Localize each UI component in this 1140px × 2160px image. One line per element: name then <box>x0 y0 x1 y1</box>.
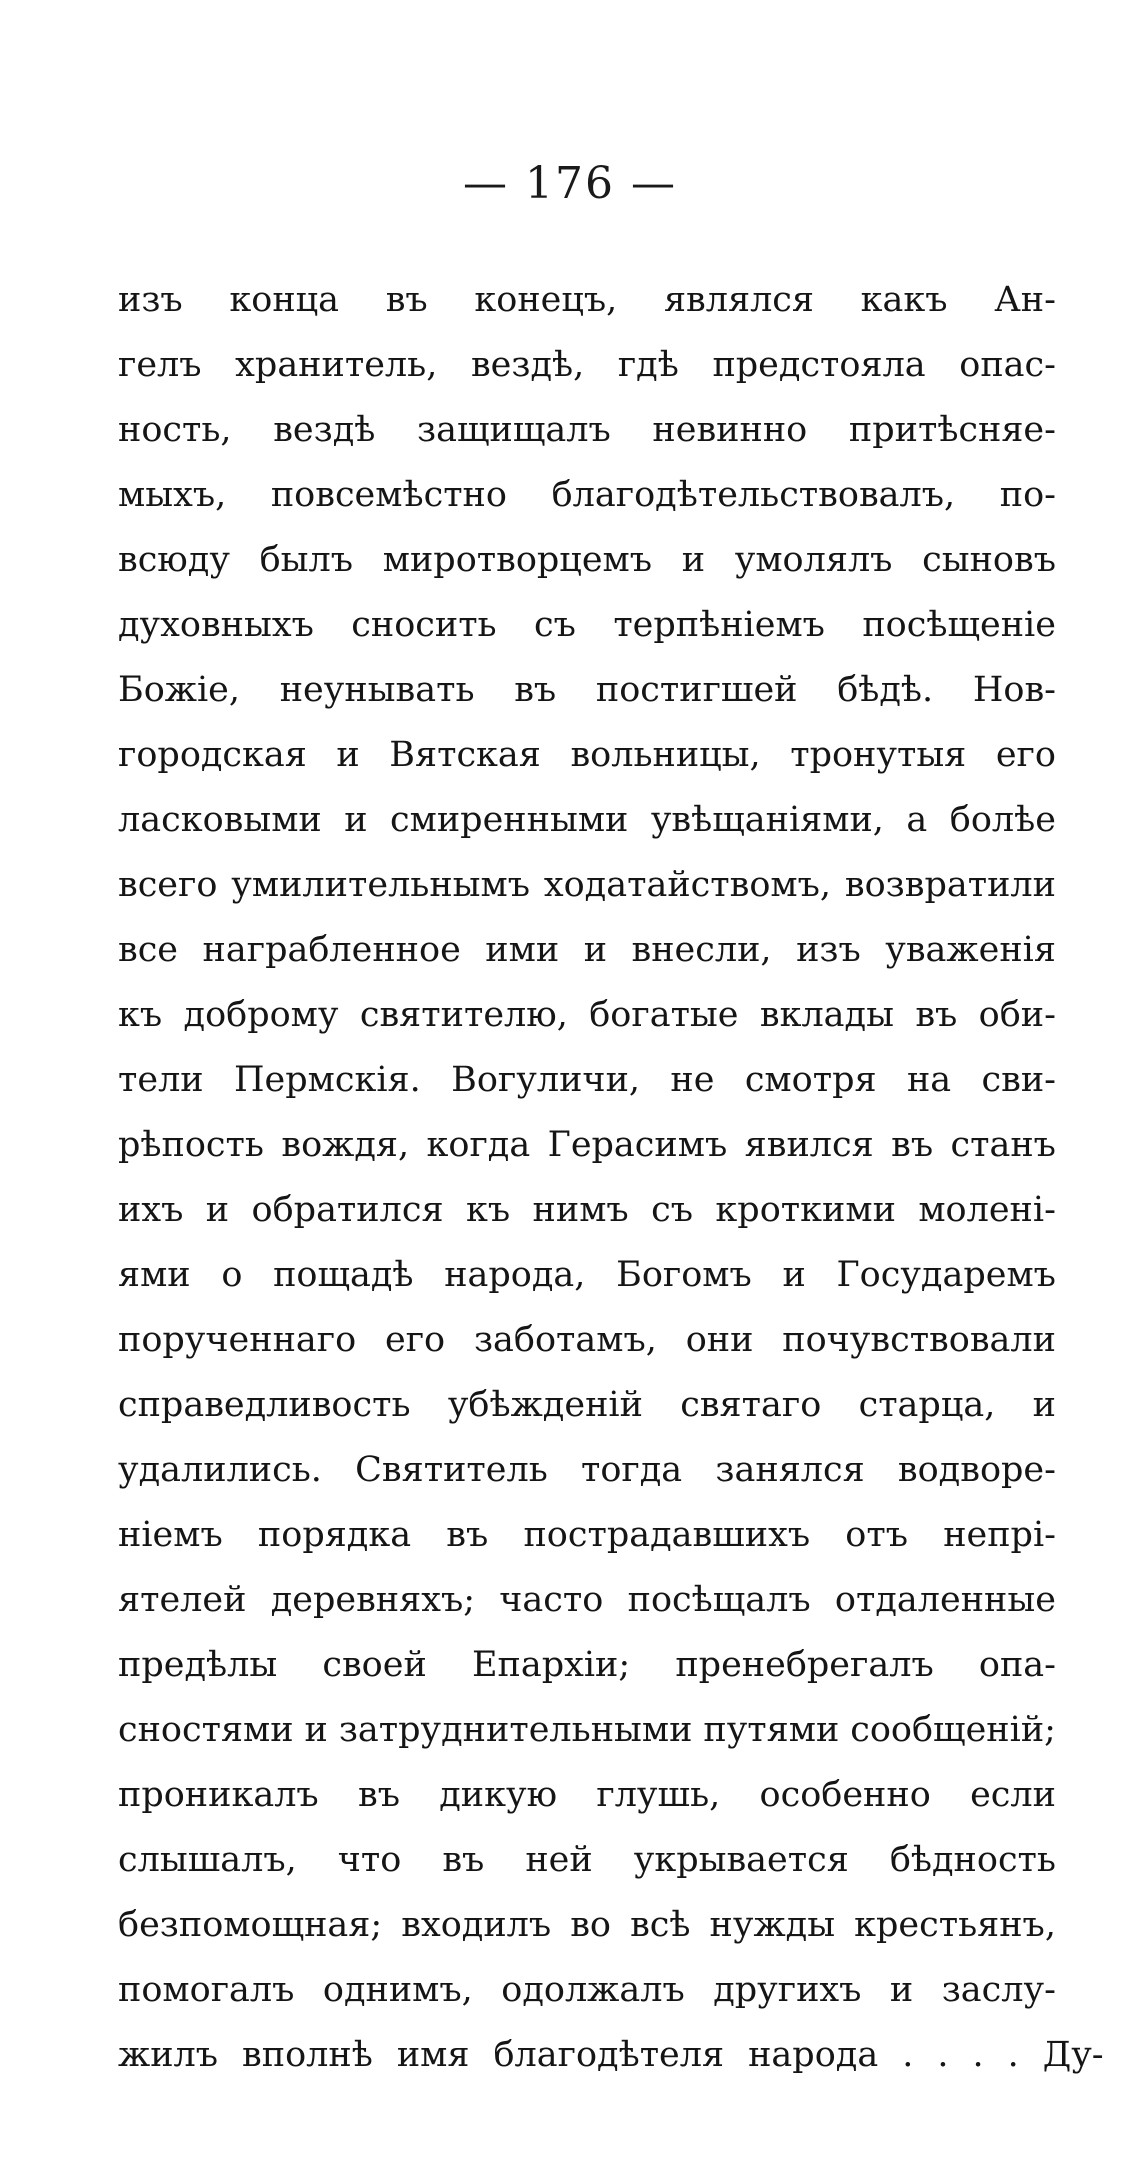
text-word: и <box>889 1970 914 2010</box>
text-word: Вятская <box>389 735 541 775</box>
text-word: увѣщаніями, <box>650 800 884 840</box>
text-word: удалились. <box>118 1450 322 1490</box>
text-word: . <box>937 2035 949 2075</box>
text-line <box>118 2023 1104 2088</box>
text-word: особенно <box>759 1775 931 1815</box>
text-word: почувствовали <box>782 1320 1056 1360</box>
text-word: тогда <box>580 1450 683 1490</box>
text-word: въ <box>915 995 958 1035</box>
text-word: повсемѣстно <box>270 475 507 515</box>
text-word: въ <box>357 1775 400 1815</box>
text-word: тронутыя <box>790 735 967 775</box>
text-word: его <box>385 1320 446 1360</box>
text-line <box>118 1568 1056 1633</box>
text-word: все <box>118 930 179 970</box>
text-word: въ <box>385 280 428 320</box>
text-word: . <box>972 2035 984 2075</box>
text-word: благодѣтеля <box>493 2035 725 2075</box>
text-word: нимъ <box>532 1190 629 1230</box>
text-word: и <box>782 1255 806 1295</box>
text-word: сви- <box>981 1060 1056 1100</box>
text-word: хранитель, <box>235 345 438 385</box>
text-word: изъ <box>796 930 861 970</box>
text-word: доброму <box>183 995 339 1035</box>
text-line <box>118 593 1056 658</box>
text-line <box>118 528 1056 593</box>
text-word: а <box>906 800 928 840</box>
text-word: тели <box>118 1060 204 1100</box>
text-word: конецъ, <box>474 280 618 320</box>
text-word: убѣжденій <box>447 1385 643 1425</box>
text-word: бѣдность <box>889 1840 1056 1880</box>
text-word: въ <box>891 1125 934 1165</box>
text-word: вождя, <box>281 1125 410 1165</box>
text-word: станъ <box>950 1125 1056 1165</box>
text-word: изъ <box>118 280 183 320</box>
text-word: ходатайствомъ, <box>543 865 832 905</box>
text-line <box>118 1893 1056 1958</box>
text-word: пострадавшихъ <box>523 1515 811 1555</box>
text-word: старца, <box>858 1385 996 1425</box>
text-word: ласковыми <box>118 800 322 840</box>
text-word: возвратили <box>844 865 1056 905</box>
text-word: занялся <box>715 1450 865 1490</box>
text-word: Нов- <box>972 670 1056 710</box>
text-word: опас- <box>959 345 1056 385</box>
text-word: . <box>902 2035 914 2075</box>
text-line <box>118 1763 1056 1828</box>
text-word: деревняхъ; <box>270 1580 476 1620</box>
text-word: и <box>205 1190 230 1230</box>
text-word: входилъ <box>401 1905 552 1945</box>
text-word: и <box>344 800 368 840</box>
text-word: миротворцемъ <box>382 540 653 580</box>
text-word: ней <box>525 1840 593 1880</box>
text-word: рѣпость <box>118 1125 264 1165</box>
text-line <box>118 658 1056 723</box>
text-word: умолялъ <box>734 540 893 580</box>
text-word: укрывается <box>633 1840 849 1880</box>
text-word: умилительнымъ <box>231 865 531 905</box>
text-word: водворе- <box>897 1450 1056 1490</box>
text-word: гдѣ <box>617 345 679 385</box>
text-word: уваженія <box>885 930 1056 970</box>
text-word: что <box>337 1840 402 1880</box>
text-word: смиренными <box>390 800 629 840</box>
text-word: защищалъ <box>417 410 611 450</box>
text-word: нужды <box>709 1905 836 1945</box>
page-number: — 176 — <box>463 158 677 209</box>
text-word: мыхъ, <box>118 475 227 515</box>
text-word: ность, <box>118 410 232 450</box>
text-word: ихъ <box>118 1190 184 1230</box>
text-word: крестьянъ, <box>854 1905 1056 1945</box>
text-word: явился <box>744 1125 874 1165</box>
text-word: опа- <box>978 1645 1056 1685</box>
text-word: народа <box>748 2035 879 2075</box>
text-word: моленi- <box>918 1190 1056 1230</box>
text-line <box>118 918 1056 983</box>
text-word: ятелей <box>118 1580 247 1620</box>
text-word: Божіе, <box>118 670 241 710</box>
text-word: являлся <box>663 280 814 320</box>
body-text <box>118 268 1104 2088</box>
text-word: съ <box>651 1190 693 1230</box>
text-word: жилъ <box>118 2035 219 2075</box>
text-word: отдаленные <box>834 1580 1056 1620</box>
text-word: постигшей <box>595 670 798 710</box>
text-word: Епархіи; <box>471 1645 631 1685</box>
text-word: ями <box>118 1255 191 1295</box>
text-word: неунывать <box>279 670 475 710</box>
text-word: Святитель <box>355 1450 548 1490</box>
text-word: Государемъ <box>836 1255 1056 1295</box>
text-word: отъ <box>845 1515 908 1555</box>
text-line <box>118 1178 1056 1243</box>
text-word: заслу- <box>941 1970 1056 2010</box>
text-word: народа, <box>444 1255 586 1295</box>
text-word: вездѣ, <box>470 345 585 385</box>
text-word: и <box>681 540 706 580</box>
text-word: помогалъ <box>118 1970 295 2010</box>
text-word: имя <box>396 2035 470 2075</box>
text-word: духовныхъ <box>118 605 314 645</box>
text-line <box>118 1698 1056 1763</box>
text-word: и <box>583 930 608 970</box>
text-word: другихъ <box>713 1970 862 2010</box>
text-word: обратился <box>251 1190 444 1230</box>
text-line <box>118 788 1056 853</box>
text-word: оби- <box>978 995 1056 1035</box>
text-word: посѣщеніе <box>862 605 1056 645</box>
text-word: предѣлы <box>118 1645 278 1685</box>
text-word: всѣ <box>630 1905 691 1945</box>
text-word: ими <box>485 930 560 970</box>
text-word: гелъ <box>118 345 202 385</box>
text-word: ніемъ <box>118 1515 223 1555</box>
text-word: по- <box>999 475 1056 515</box>
text-word: проникалъ <box>118 1775 319 1815</box>
text-word: сносить <box>351 605 497 645</box>
text-word: притѣсняе- <box>848 410 1056 450</box>
text-word: пощадѣ <box>273 1255 414 1295</box>
text-line <box>118 1633 1056 1698</box>
text-word: вполнѣ <box>242 2035 373 2075</box>
text-word: Ан- <box>994 280 1056 320</box>
text-word: болѣе <box>949 800 1056 840</box>
text-word: невинно <box>652 410 808 450</box>
text-word: къ <box>465 1190 511 1230</box>
text-line <box>118 1373 1056 1438</box>
text-word: посѣщалъ <box>627 1580 811 1620</box>
text-word: если <box>970 1775 1056 1815</box>
text-word: они <box>685 1320 754 1360</box>
text-word: одолжалъ <box>501 1970 685 2010</box>
text-word: глушь, <box>596 1775 721 1815</box>
text-line <box>118 1438 1056 1503</box>
text-word: святителю, <box>359 995 568 1035</box>
text-word: вездѣ <box>273 410 376 450</box>
text-line <box>118 333 1056 398</box>
text-line <box>118 1113 1056 1178</box>
text-word: всего <box>118 865 218 905</box>
text-word: непрі- <box>943 1515 1056 1555</box>
text-word: заботамъ, <box>473 1320 657 1360</box>
text-word: на <box>906 1060 952 1100</box>
text-word: и <box>304 1710 328 1750</box>
text-word: часто <box>499 1580 604 1620</box>
text-word: къ <box>118 995 163 1035</box>
text-word: вклады <box>759 995 894 1035</box>
text-word: сыновъ <box>922 540 1056 580</box>
text-word: награбленное <box>202 930 461 970</box>
text-line <box>118 723 1056 788</box>
text-line <box>118 268 1056 333</box>
text-word: въ <box>514 670 557 710</box>
text-word: городская <box>118 735 307 775</box>
text-word: когда <box>426 1125 531 1165</box>
text-word: во <box>570 1905 611 1945</box>
text-word: сностями <box>118 1710 294 1750</box>
text-line <box>118 1048 1056 1113</box>
text-word: его <box>995 735 1056 775</box>
text-word: Богомъ <box>616 1255 752 1295</box>
text-word: порядка <box>257 1515 412 1555</box>
text-word: Ду- <box>1042 2035 1104 2075</box>
text-word: пренебрегалъ <box>675 1645 934 1685</box>
text-word: слышалъ, <box>118 1840 297 1880</box>
text-word: предстояла <box>712 345 926 385</box>
text-word: кроткими <box>715 1190 896 1230</box>
text-word: какъ <box>860 280 948 320</box>
text-line <box>118 983 1056 1048</box>
text-word: конца <box>229 280 340 320</box>
text-word: и <box>1032 1385 1056 1425</box>
text-line <box>118 463 1056 528</box>
text-word: богатые <box>589 995 739 1035</box>
text-line <box>118 1958 1056 2023</box>
text-word: о <box>221 1255 243 1295</box>
text-word: справедливость <box>118 1385 411 1425</box>
text-word: въ <box>442 1840 485 1880</box>
text-word: смотря <box>744 1060 877 1100</box>
text-word: Герасимъ <box>547 1125 728 1165</box>
text-word: сообщеній; <box>850 1710 1056 1750</box>
text-word: былъ <box>259 540 354 580</box>
text-line <box>118 1503 1056 1568</box>
text-word: путями <box>703 1710 840 1750</box>
text-word: своей <box>322 1645 427 1685</box>
text-word: бѣдѣ. <box>837 670 934 710</box>
text-line <box>118 1243 1056 1308</box>
text-word: и <box>336 735 360 775</box>
text-line <box>118 398 1056 463</box>
text-word: съ <box>534 605 576 645</box>
text-word: вольницы, <box>570 735 761 775</box>
text-word: Пермскія. <box>234 1060 421 1100</box>
text-word: внесли, <box>631 930 772 970</box>
text-line <box>118 1828 1056 1893</box>
text-word: не <box>670 1060 715 1100</box>
text-word: благодѣтельствовалъ, <box>551 475 956 515</box>
text-word: терпѣніемъ <box>613 605 825 645</box>
text-word: . <box>1007 2035 1019 2075</box>
text-word: порученнаго <box>118 1320 357 1360</box>
text-word: святаго <box>680 1385 822 1425</box>
text-word: затруднительными <box>338 1710 693 1750</box>
text-word: въ <box>446 1515 489 1555</box>
text-line <box>118 1308 1056 1373</box>
text-word: дикую <box>439 1775 558 1815</box>
text-word: Вогуличи, <box>451 1060 641 1100</box>
text-word: всюду <box>118 540 230 580</box>
text-word: безпомощная; <box>118 1905 383 1945</box>
text-word: однимъ, <box>322 1970 473 2010</box>
text-line <box>118 853 1056 918</box>
